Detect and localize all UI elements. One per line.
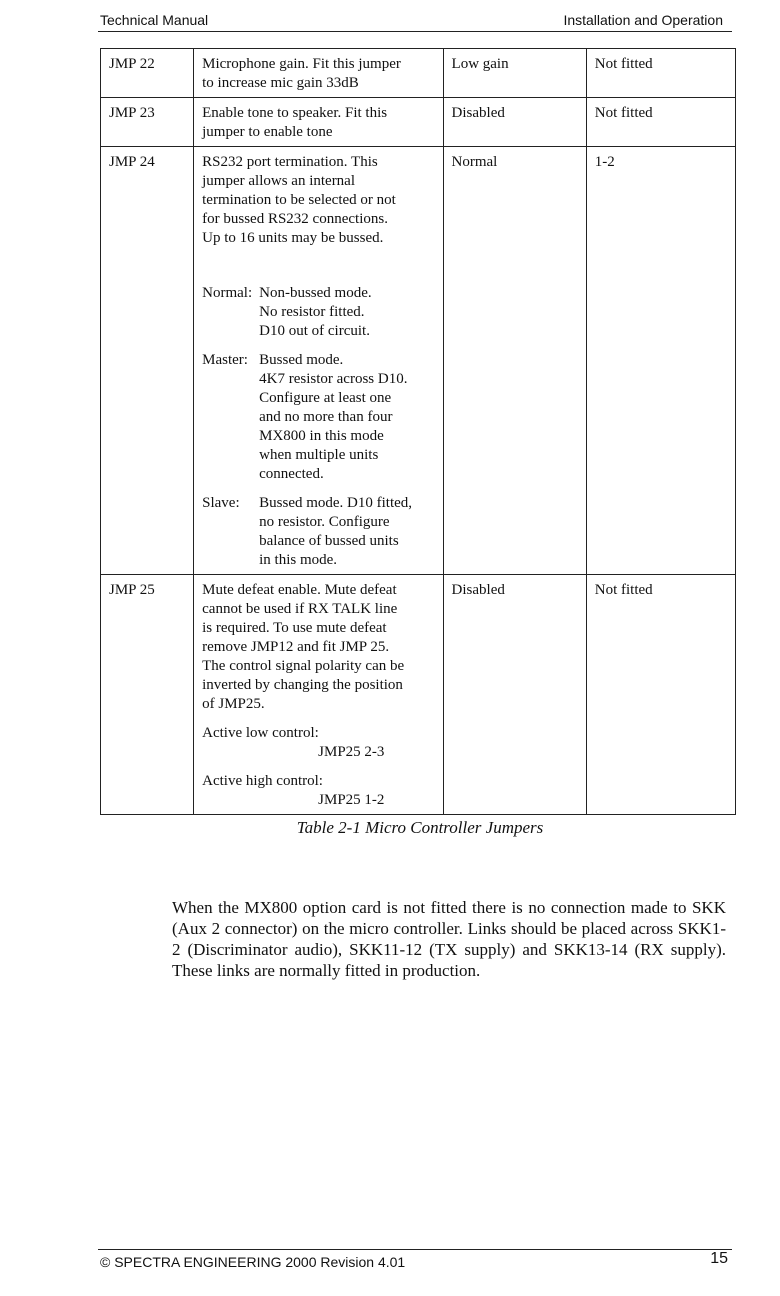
mode-line: Non-bussed mode. — [259, 285, 372, 301]
table-caption: Table 2-1 Micro Controller Jumpers — [296, 818, 544, 837]
mode-master — [202, 351, 434, 484]
mode-line: and no more than four — [259, 409, 393, 425]
mode-line: connected. — [259, 466, 324, 482]
desc-line: Enable tone to speaker. Fit this — [202, 105, 388, 121]
default-cell: Normal — [443, 147, 586, 575]
desc-line: jumper to enable tone — [202, 124, 333, 140]
body-paragraph: When the MX800 option card is not fitted there is no connection made to SKK (Aux 2 connector) on the micro controller. Links should be placed across SKK1-2 (Discriminator audio), SKK11-12 (TX supply) and SKK13-14 (RX supply). These links are normally fitted in production. — [172, 898, 726, 980]
table-row — [101, 575, 736, 815]
mode-slave — [202, 494, 434, 570]
default-cell: Low gain — [443, 49, 586, 98]
description-cell — [194, 575, 443, 815]
jumper-cell: JMP 22 — [101, 49, 194, 98]
mode-line: Bussed mode. D10 fitted, — [259, 495, 413, 511]
active-low-label: Active low control: — [202, 725, 319, 741]
desc-line: remove JMP12 and fit JMP 25. — [202, 639, 390, 655]
default-cell: Disabled — [443, 575, 586, 815]
mode-line: Configure at least one — [259, 390, 392, 406]
setting-cell: Not fitted — [586, 575, 735, 815]
jumper-cell: JMP 24 — [101, 147, 194, 575]
description-cell — [194, 98, 443, 147]
desc-line: is required. To use mute defeat — [202, 620, 387, 636]
active-low-value: JMP25 2-3 — [318, 744, 385, 760]
setting-cell: 1-2 — [586, 147, 735, 575]
mode-normal — [202, 284, 434, 341]
mode-key: Normal: — [202, 285, 253, 301]
active-high-label: Active high control: — [202, 773, 323, 789]
desc-line: jumper allows an internal — [202, 173, 356, 189]
description-cell — [194, 147, 443, 575]
desc-line: RS232 port termination. This — [202, 154, 378, 170]
desc-line: Mute defeat enable. Mute defeat — [202, 582, 397, 598]
desc-line: The control signal polarity can be — [202, 658, 405, 674]
desc-line: Up to 16 units may be bussed. — [202, 230, 384, 246]
desc-line: termination to be selected or not — [202, 192, 396, 208]
mode-line: in this mode. — [259, 552, 338, 568]
active-high-value: JMP25 1-2 — [318, 792, 385, 808]
default-cell: Disabled — [443, 98, 586, 147]
desc-line: for bussed RS232 connections. — [202, 211, 388, 227]
desc-line: inverted by changing the position — [202, 677, 403, 693]
description-cell — [194, 49, 443, 98]
mode-line: D10 out of circuit. — [259, 323, 370, 339]
setting-cell: Not fitted — [586, 49, 735, 98]
mode-line: no resistor. Configure — [259, 514, 390, 530]
mode-line: Bussed mode. — [259, 352, 344, 368]
header-section: Installation and Operation — [563, 12, 723, 28]
mode-key: Master: — [202, 352, 248, 368]
header-title: Technical Manual — [100, 12, 209, 28]
page-number: 15 — [710, 1250, 728, 1267]
desc-line: Microphone gain. Fit this jumper — [202, 56, 401, 72]
desc-line: to increase mic gain 33dB — [202, 75, 359, 91]
setting-cell: Not fitted — [586, 98, 735, 147]
mode-line: when multiple units — [259, 447, 379, 463]
mode-line: MX800 in this mode — [259, 428, 384, 444]
mode-line: No resistor fitted. — [259, 304, 365, 320]
jumper-cell: JMP 23 — [101, 98, 194, 147]
jumper-table — [100, 48, 736, 815]
desc-line: cannot be used if RX TALK line — [202, 601, 398, 617]
table-row — [101, 49, 736, 98]
table-row — [101, 98, 736, 147]
mode-key: Slave: — [202, 495, 240, 511]
mode-line: 4K7 resistor across D10. — [259, 371, 408, 387]
mode-line: balance of bussed units — [259, 533, 399, 549]
footer-rule — [98, 1249, 732, 1250]
desc-line: of JMP25. — [202, 696, 265, 712]
header-rule — [98, 31, 732, 32]
footer-copyright: © SPECTRA ENGINEERING 2000 Revision 4.01 — [100, 1254, 406, 1270]
table-row — [101, 147, 736, 575]
jumper-cell: JMP 25 — [101, 575, 194, 815]
